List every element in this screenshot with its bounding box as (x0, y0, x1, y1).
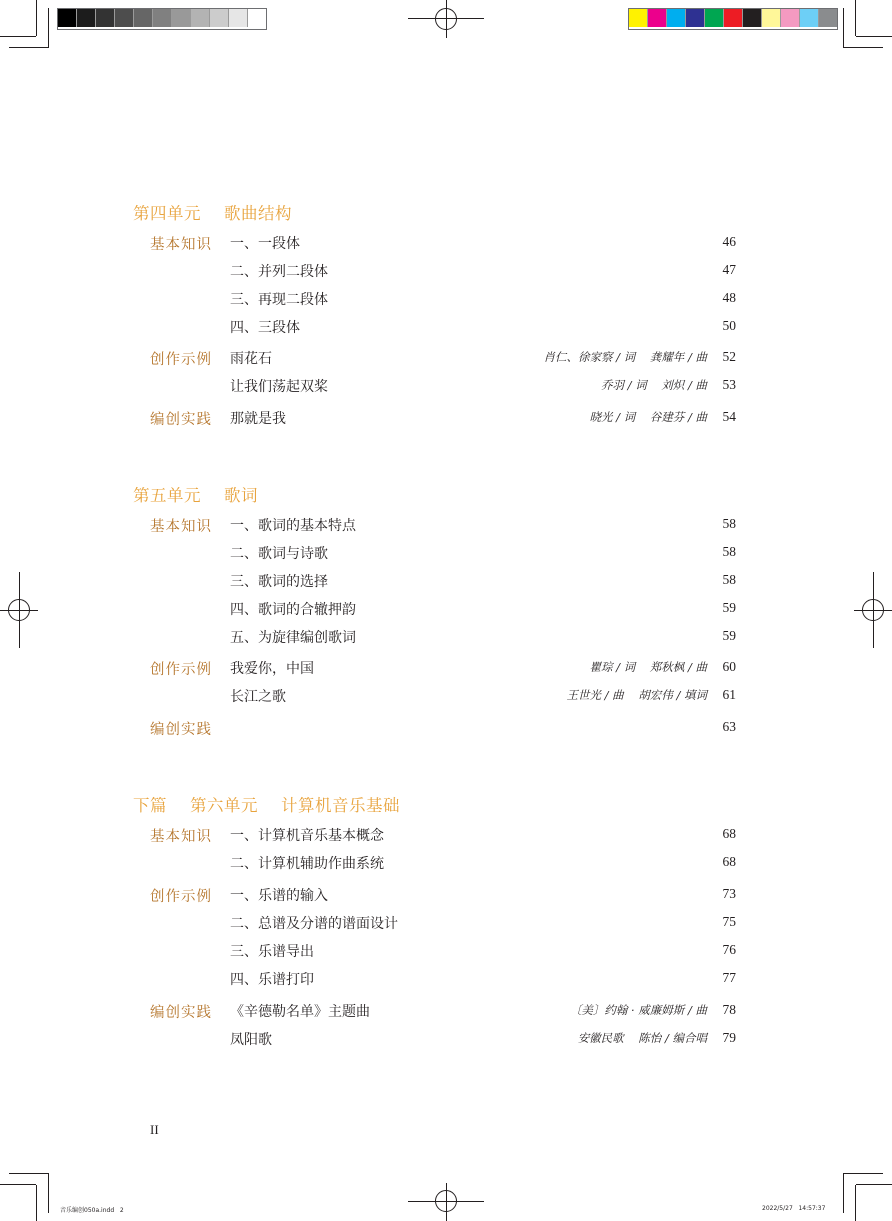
toc-entry[interactable] (0, 317, 892, 339)
toc-entry-title: 一、计算机音乐基本概念 (230, 828, 384, 844)
toc-category-label: 创作示例 (150, 662, 212, 678)
color-swatch (210, 9, 229, 27)
toc-page-number: 47 (722, 262, 736, 277)
toc-entry-title: 一、乐谱的输入 (230, 888, 328, 904)
toc-entry-credit: 〔美〕约翰 · 威廉姆斯 / 曲 (569, 1003, 707, 1017)
toc-entry[interactable] (0, 348, 892, 370)
toc-category-label: 创作示例 (150, 889, 212, 905)
toc-category-label: 基本知识 (150, 829, 212, 845)
toc-page-number: 53 (722, 377, 736, 392)
toc-page-number: 58 (722, 572, 736, 587)
toc-entry-title: 凤阳歌 (230, 1032, 272, 1048)
toc-entry-title: 我爱你，中国 (230, 661, 314, 677)
toc-entry-title: 二、计算机辅助作曲系统 (230, 856, 384, 872)
toc-page-number: 52 (722, 349, 736, 364)
toc-page-number: 58 (722, 516, 736, 531)
toc-entry[interactable] (0, 718, 892, 740)
slug-file-name: 音乐编创050a.indd 2 (60, 1207, 124, 1214)
toc-page-number: 59 (722, 600, 736, 615)
color-swatch (743, 9, 762, 27)
color-swatch (724, 9, 743, 27)
toc-page-number: 54 (722, 409, 736, 424)
toc-page-number: 50 (722, 318, 736, 333)
grayscale-color-bar (57, 8, 267, 30)
toc-entry[interactable] (0, 686, 892, 708)
toc-entry[interactable] (0, 913, 892, 935)
toc-entry[interactable] (0, 571, 892, 593)
toc-entry[interactable] (0, 853, 892, 875)
toc-entry-credit: 乔羽 / 词 刘炽 / 曲 (601, 378, 707, 392)
toc-entry-title: 一、歌词的基本特点 (230, 518, 356, 534)
color-swatch (153, 9, 172, 27)
toc-entry-title: 一、一段体 (230, 236, 300, 252)
toc-category-label: 编创实践 (150, 412, 212, 428)
toc-entry[interactable] (0, 599, 892, 621)
toc-entry-title: 《辛德勒名单》主题曲 (230, 1004, 370, 1020)
toc-entry-credit: 王世光 / 曲 胡宏伟 / 填词 (566, 688, 707, 702)
color-swatch (781, 9, 800, 27)
toc-page-number: 78 (722, 1002, 736, 1017)
toc-entry-title: 四、三段体 (230, 320, 300, 336)
toc-entry[interactable] (0, 658, 892, 680)
toc-entry-title: 二、歌词与诗歌 (230, 546, 328, 562)
toc-page-number: 76 (722, 942, 736, 957)
unit-title: 第五单元 歌词 (133, 486, 258, 505)
toc-category-label: 编创实践 (150, 722, 212, 738)
toc-entry[interactable] (0, 408, 892, 430)
color-swatch (96, 9, 115, 27)
color-swatch (229, 9, 248, 27)
toc-page-number: 61 (722, 687, 736, 702)
toc-category-label: 创作示例 (150, 352, 212, 368)
toc-page-number: 58 (722, 544, 736, 559)
toc-entry[interactable] (0, 825, 892, 847)
unit-title: 下篇 第六单元 计算机音乐基础 (133, 796, 400, 815)
toc-entry[interactable] (0, 969, 892, 991)
toc-entry-credit: 安徽民歌 陈怡 / 编合唱 (577, 1031, 707, 1045)
color-swatch (115, 9, 134, 27)
toc-page-number: 75 (722, 914, 736, 929)
toc-entry[interactable] (0, 627, 892, 649)
color-swatch (800, 9, 819, 27)
toc-entry-title: 四、歌词的合辙押韵 (230, 602, 356, 618)
toc-entry-title: 二、并列二段体 (230, 264, 328, 280)
toc-page-number: 60 (722, 659, 736, 674)
page-folio: II (150, 1122, 159, 1137)
toc-category-label: 基本知识 (150, 519, 212, 535)
toc-page-number: 79 (722, 1030, 736, 1045)
toc-entry[interactable] (0, 1001, 892, 1023)
color-swatch (686, 9, 705, 27)
toc-page-number: 68 (722, 826, 736, 841)
toc-entry-title: 三、再现二段体 (230, 292, 328, 308)
toc-entry[interactable] (0, 376, 892, 398)
toc-entry[interactable] (0, 515, 892, 537)
process-color-bar (628, 8, 838, 30)
color-swatch (134, 9, 153, 27)
color-swatch (172, 9, 191, 27)
color-swatch (191, 9, 210, 27)
toc-entry[interactable] (0, 1029, 892, 1051)
color-swatch (705, 9, 724, 27)
toc-entry-credit: 瞿琮 / 词 郑秋枫 / 曲 (589, 660, 707, 674)
toc-entry[interactable] (0, 289, 892, 311)
unit-title: 第四单元 歌曲结构 (133, 204, 292, 223)
toc-entry-title: 长江之歌 (230, 689, 286, 705)
toc-entry-title: 那就是我 (230, 411, 286, 427)
toc-entry-title: 二、总谱及分谱的谱面设计 (230, 916, 398, 932)
toc-entry-title: 三、乐谱导出 (230, 944, 314, 960)
color-swatch (762, 9, 781, 27)
toc-entry-title: 雨花石 (230, 351, 272, 367)
toc-entry-credit: 晓光 / 词 谷建芬 / 曲 (589, 410, 707, 424)
slug-timestamp: 2022/5/27 14:57:37 (762, 1205, 826, 1212)
color-swatch (648, 9, 667, 27)
toc-entry[interactable] (0, 233, 892, 255)
toc-page-number: 46 (722, 234, 736, 249)
toc-page-number: 48 (722, 290, 736, 305)
toc-entry-title: 让我们荡起双桨 (230, 379, 328, 395)
toc-page-number: 77 (722, 970, 736, 985)
toc-category-label: 基本知识 (150, 237, 212, 253)
toc-entry[interactable] (0, 941, 892, 963)
color-swatch (77, 9, 96, 27)
toc-entry[interactable] (0, 261, 892, 283)
color-swatch (819, 9, 837, 27)
toc-entry-title: 四、乐谱打印 (230, 972, 314, 988)
toc-entry[interactable] (0, 543, 892, 565)
color-swatch (667, 9, 686, 27)
toc-page-number: 73 (722, 886, 736, 901)
color-swatch (248, 9, 266, 27)
toc-page-number: 68 (722, 854, 736, 869)
toc-entry-credit: 肖仁、徐家察 / 词 龚耀年 / 曲 (543, 350, 707, 364)
color-swatch (58, 9, 77, 27)
toc-category-label: 编创实践 (150, 1005, 212, 1021)
toc-page-number: 63 (722, 719, 736, 734)
color-swatch (629, 9, 648, 27)
toc-page-number: 59 (722, 628, 736, 643)
toc-entry-title: 三、歌词的选择 (230, 574, 328, 590)
toc-entry-title: 五、为旋律编创歌词 (230, 630, 356, 646)
toc-entry[interactable] (0, 885, 892, 907)
